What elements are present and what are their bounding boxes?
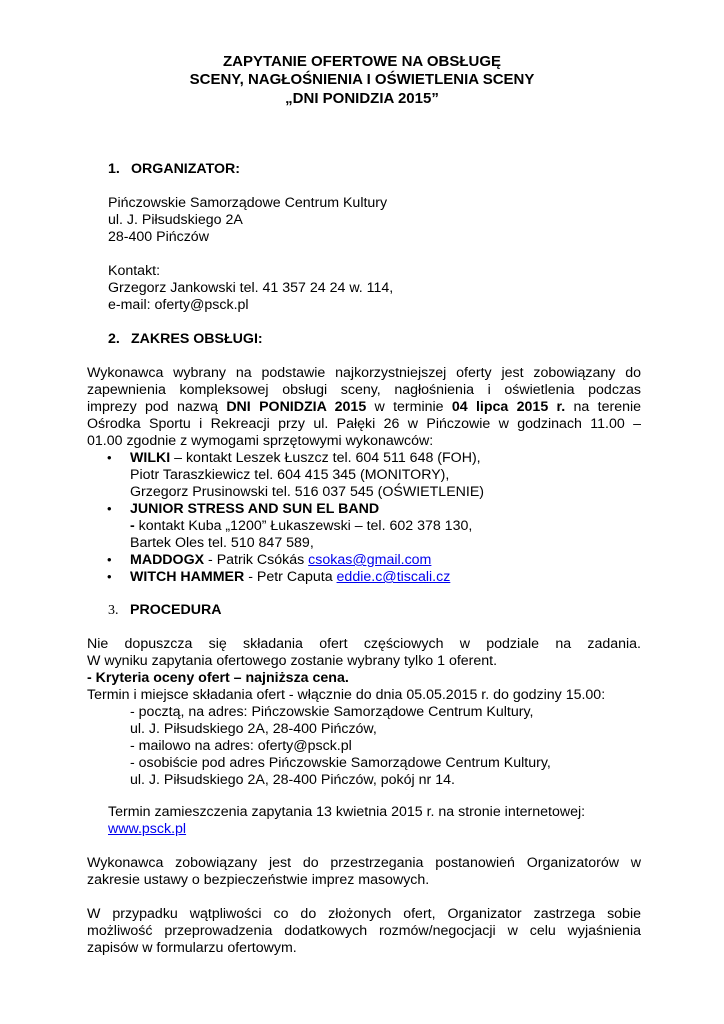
band-junior-stress-line-2: Bartek Oles tel. 510 847 589, xyxy=(130,535,314,551)
scope-paragraph-line-3: imprezy pod nazwą DNI PONIDZIA 2015 w terminie 04 lipca 2015 r. na terenie xyxy=(87,399,642,415)
band-name: MADDOGX xyxy=(130,552,205,568)
doubts-line-3: zapisów w formularzu ofertowym. xyxy=(87,940,297,956)
document-title-line-2: SCENY, NAGŁOŚNIENIA I OŚWIETLENIA SCENY xyxy=(189,71,535,88)
contact-email: e-mail: oferty@psck.pl xyxy=(108,297,249,313)
document-title-line-1: ZAPYTANIE OFERTOWE NA OBSŁUGĘ xyxy=(222,53,502,70)
scope-paragraph-line-5: 01.00 zgodnie z wymogami sprzętowymi wykonawców: xyxy=(87,433,434,449)
submission-email: - mailowo na adres: oferty@psck.pl xyxy=(130,738,352,754)
procedure-line-1: Nie dopuszcza się składania ofert częściowych w podziale na zadania. xyxy=(87,636,641,652)
band-maddogx: MADDOGX - Patrik Csókás csokas@gmail.com xyxy=(130,552,432,568)
bullet-icon: • xyxy=(107,552,112,567)
deadline-line: Termin i miejsce składania ofert - włącznie do dnia 05.05.2015 r. do godziny 15.00: xyxy=(87,687,606,703)
band-junior-stress-line-1: - kontakt Kuba „1200” Łukaszewski – tel. 602 378 130, xyxy=(130,518,473,534)
publication-date-line: Termin zamieszczenia zapytania 13 kwietnia 2015 r. na stronie internetowej: xyxy=(108,804,586,820)
section-3-number: 3. xyxy=(108,603,119,618)
bullet-icon: • xyxy=(107,450,112,465)
email-link[interactable]: eddie.c@tiscali.cz xyxy=(336,569,451,585)
submission-post-address: ul. J. Piłsudskiego 2A, 28-400 Pińczów, xyxy=(130,721,377,737)
submission-in-person: - osobiście pod adres Pińczowskie Samorządowe Centrum Kultury, xyxy=(130,755,551,771)
email-link[interactable]: csokas@gmail.com xyxy=(308,552,432,568)
section-2-number: 2. xyxy=(108,331,120,347)
procedure-line-2: W wyniku zapytania ofertowego zostanie wybrany tylko 1 oferent. xyxy=(87,653,498,669)
event-name: DNI PONIDZIA 2015 xyxy=(226,399,367,415)
criteria-line: - Kryteria oceny ofert – najniższa cena. xyxy=(87,670,349,686)
section-2-heading: ZAKRES OBSŁUGI: xyxy=(131,331,263,347)
submission-in-person-address: ul. J. Piłsudskiego 2A, 28-400 Pińczów, pokój nr 14. xyxy=(130,772,455,788)
band-wilki-line-3: Grzegorz Prusinowski tel. 516 037 545 (OŚWIETLENIE) xyxy=(130,484,485,500)
scope-paragraph-line-1: Wykonawca wybrany na podstawie najkorzystniejszej oferty jest zobowiązany do xyxy=(87,365,641,381)
section-1-heading: ORGANIZATOR: xyxy=(131,161,241,177)
band-name: WILKI xyxy=(130,450,171,466)
band-wilki-line-2: Piotr Taraszkiewicz tel. 604 415 345 (MONITORY), xyxy=(130,467,450,483)
submission-post: - pocztą, na adres: Pińczowskie Samorządowe Centrum Kultury, xyxy=(130,704,534,720)
organizer-street: ul. J. Piłsudskiego 2A xyxy=(108,212,243,228)
website-link[interactable]: www.psck.pl xyxy=(108,821,187,837)
organizer-name: Pińczowskie Samorządowe Centrum Kultury xyxy=(108,195,388,211)
organizer-city: 28-400 Pińczów xyxy=(108,229,209,245)
bullet-icon: • xyxy=(107,501,112,516)
scope-paragraph-line-4: Ośrodka Sportu i Rekreacji przy ul. Pałęki 26 w Pińczowie w godzinach 11.00 – xyxy=(87,416,641,432)
doubts-line-2: możliwość przeprowadzenia dodatkowych rozmów/negocjacji w celu wyjaśnienia xyxy=(87,923,641,939)
obligation-line-2: zakresie ustawy o bezpieczeństwie imprez masowych. xyxy=(87,872,430,888)
band-wilki-line-1: WILKI – kontakt Leszek Łuszcz tel. 604 511 648 (FOH), xyxy=(130,450,481,466)
doubts-line-1: W przypadku wątpliwości co do złożonych ofert, Organizator zastrzega sobie xyxy=(87,906,641,922)
section-3-heading: PROCEDURA xyxy=(130,602,222,618)
bullet-icon: • xyxy=(107,569,112,584)
obligation-line-1: Wykonawca zobowiązany jest do przestrzegania postanowień Organizatorów w xyxy=(87,855,641,871)
document-title-line-3: „DNI PONIDZIA 2015” xyxy=(285,90,439,107)
scope-paragraph-line-2: zapewnienia kompleksowej obsługi sceny, nagłośnienia i oświetlenia podczas xyxy=(87,382,641,398)
contact-phone: Grzegorz Jankowski tel. 41 357 24 24 w. 114, xyxy=(108,280,394,296)
event-date: 04 lipca 2015 r. xyxy=(451,399,566,415)
section-1-number: 1. xyxy=(108,161,120,177)
band-witch-hammer: WITCH HAMMER - Petr Caputa eddie.c@tiscali.cz xyxy=(130,569,451,585)
band-name: WITCH HAMMER xyxy=(130,569,245,585)
contact-label: Kontakt: xyxy=(108,263,161,279)
band-junior-stress-name: JUNIOR STRESS AND SUN EL BAND xyxy=(130,501,380,517)
